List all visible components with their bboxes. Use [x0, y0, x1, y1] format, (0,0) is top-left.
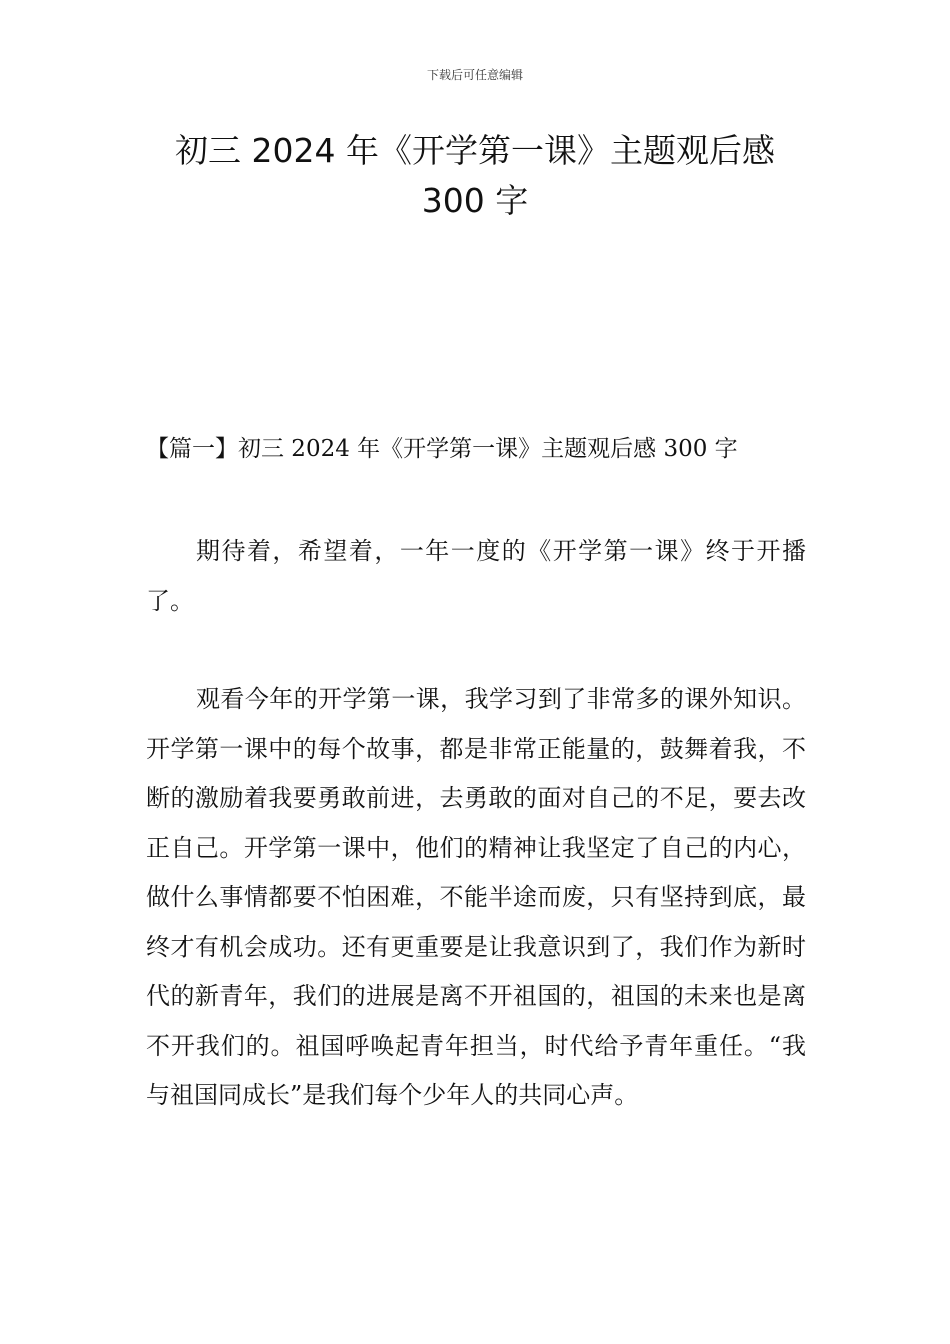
title-line-1: 初三 2024 年《开学第一课》主题观后感 — [175, 131, 775, 170]
title-line-2: 300 字 — [421, 181, 529, 220]
header-note: 下载后可任意编辑 — [426, 68, 523, 82]
document-title — [120, 126, 830, 226]
paragraph-1: 期待着，希望着，一年一度的《开学第一课》终于开播了。 — [146, 537, 806, 615]
paragraph-2: 观看今年的开学第一课，我学习到了非常多的课外知识。开学第一课中的每个故事，都是非常正能量的，鼓舞着我，不断的激励着我要勇敢前进，去勇敢的面对自己的不足，要去改正自己。开学第一课中，他们的精神让我坚定了自己的内心，做什么事情都要不怕困难，不能半途而废，只有坚持到底，最终才有机会成功。还有更重要是让我意识到了，我们作为新时代的新青年，我们的进展是离不开祖国的，祖国的未来也是离不开我们的。祖国呼唤起青年担当，时代给予青年重任。“我与祖国同成长”是我们每个少年人的共同心声。 — [146, 685, 806, 1109]
section-heading: 【篇一】初三 2024 年《开学第一课》主题观后感 300 字 — [146, 436, 738, 462]
